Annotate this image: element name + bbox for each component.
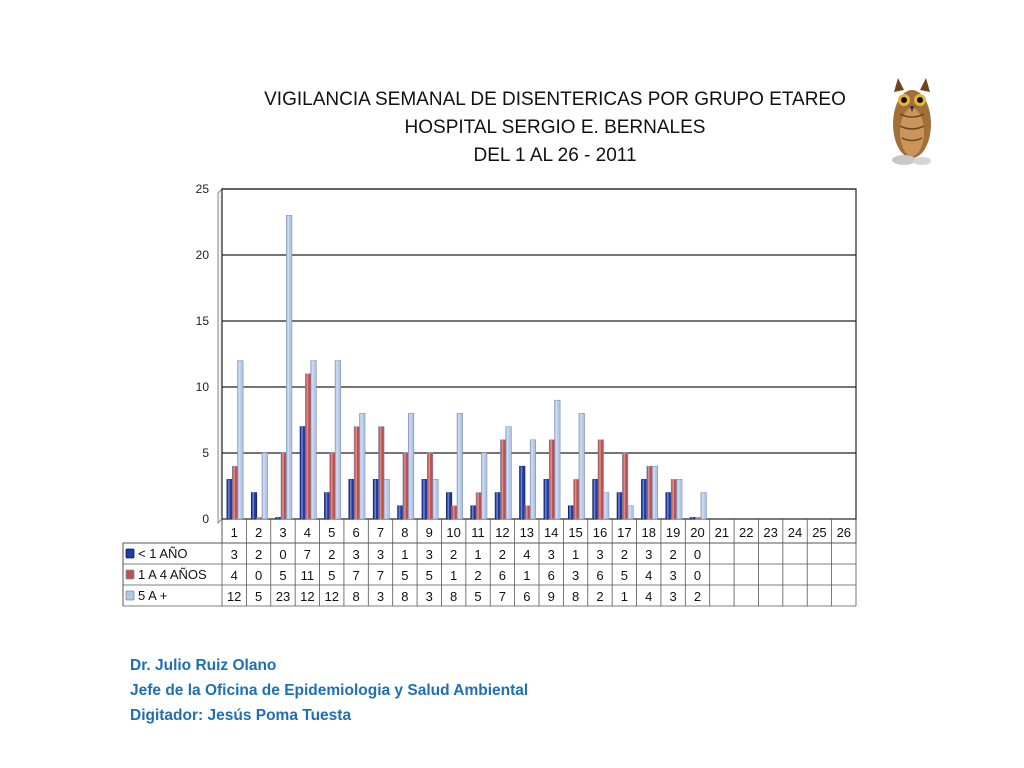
bar-highlight (594, 479, 596, 519)
bar-highlight (355, 427, 357, 519)
bar-highlight (404, 453, 406, 519)
footer-line-1: Dr. Julio Ruiz Olano (130, 657, 277, 674)
bar-highlight (409, 413, 411, 519)
x-tick-label: 21 (714, 525, 730, 540)
data-label: 7 (498, 589, 507, 604)
x-tick-label: 11 (471, 525, 485, 540)
bar (257, 518, 263, 520)
bar-highlight (575, 479, 577, 519)
bar-highlight (228, 479, 230, 519)
x-tick-label: 6 (352, 525, 360, 540)
bar-highlight (569, 506, 571, 519)
x-tick-label: 17 (617, 525, 632, 540)
bar (603, 493, 609, 519)
bar-highlight (643, 479, 645, 519)
bar-highlight (361, 413, 363, 519)
data-label: 1 (620, 589, 628, 604)
bar (433, 479, 439, 519)
bar (568, 506, 574, 519)
data-label: 0 (279, 547, 287, 562)
bar (574, 479, 580, 519)
bar-highlight (531, 440, 533, 519)
data-label: 7 (352, 568, 360, 583)
bar-highlight (326, 493, 328, 519)
bar-highlight (477, 493, 479, 519)
data-label: 5 (474, 589, 482, 604)
y-axis (196, 182, 210, 526)
legend-swatch (126, 591, 134, 600)
bar-highlight (702, 493, 704, 519)
bar-highlight (605, 493, 607, 519)
data-label: 6 (523, 589, 531, 604)
data-label: 1 (450, 568, 458, 583)
bar-highlight (618, 493, 620, 519)
data-label: 3 (669, 589, 677, 604)
bar-highlight (580, 413, 582, 519)
data-label: 4 (523, 547, 531, 562)
bar (281, 453, 287, 519)
bar (276, 518, 282, 520)
bar (647, 466, 653, 519)
y-tick-label: 15 (195, 314, 209, 328)
data-label: 1 (401, 547, 409, 562)
legend-swatch (126, 549, 134, 558)
data-label: 5 (279, 568, 287, 583)
bar-highlight (624, 453, 626, 519)
bar (384, 479, 390, 519)
bar (452, 506, 458, 519)
y-tick-label: 0 (202, 512, 209, 526)
bar-highlight (556, 400, 558, 519)
data-label: 3 (645, 547, 653, 562)
bar (238, 361, 244, 519)
bar (349, 479, 355, 519)
bar-highlight (526, 506, 528, 519)
x-tick-label: 24 (787, 525, 803, 540)
bar-highlight (385, 479, 387, 519)
y-tick-label: 10 (195, 380, 209, 394)
data-label: 2 (450, 547, 458, 562)
bar (593, 479, 599, 519)
bar (398, 506, 404, 519)
bar-highlight (521, 466, 523, 519)
bar-highlight (667, 493, 669, 519)
bar (671, 479, 677, 519)
bar (446, 493, 452, 519)
y-tick-label: 25 (195, 182, 209, 196)
bar-highlight (399, 506, 401, 519)
bar-highlight (258, 518, 260, 520)
bar-highlight (545, 479, 547, 519)
data-label: 2 (620, 547, 628, 562)
x-tick-label: 23 (763, 525, 778, 540)
bar (403, 453, 409, 519)
bar (330, 453, 336, 519)
data-label: 8 (401, 589, 409, 604)
bar (300, 427, 306, 519)
bar (579, 413, 585, 519)
x-tick-label: 12 (495, 525, 510, 540)
data-label: 4 (645, 589, 653, 604)
x-tick-label: 15 (568, 525, 583, 540)
x-tick-label: 8 (401, 525, 409, 540)
bar-highlight (350, 479, 352, 519)
bar-highlight (678, 479, 680, 519)
bar (696, 518, 702, 520)
data-label: 2 (669, 547, 677, 562)
bar-highlight (252, 493, 254, 519)
bar-highlight (336, 361, 338, 519)
bar-highlight (472, 506, 474, 519)
plot-frame (222, 189, 856, 519)
data-label: 6 (596, 568, 604, 583)
data-label: 2 (498, 547, 507, 562)
x-tick-label: 7 (376, 525, 385, 540)
bar (549, 440, 555, 519)
data-label: 5 (425, 568, 433, 583)
bar (617, 493, 623, 519)
bar (379, 427, 385, 519)
data-label: 3 (425, 589, 433, 604)
data-label: 3 (376, 547, 385, 562)
data-label: 11 (300, 568, 315, 583)
bar-highlight (502, 440, 504, 519)
bar (598, 440, 604, 519)
data-label: 0 (254, 568, 263, 583)
bar-highlight (507, 427, 509, 519)
data-label: 8 (571, 589, 580, 604)
title-line-3: DEL 1 AL 26 - 2011 (473, 145, 637, 166)
data-label: 3 (352, 547, 360, 562)
legend-label: 5 A + (138, 588, 168, 603)
bar (457, 413, 463, 519)
data-label: 0 (693, 547, 702, 562)
bar (311, 361, 317, 519)
data-label: 4 (230, 568, 238, 583)
data-label: 3 (230, 547, 238, 562)
bar-highlight (380, 427, 382, 519)
bar-highlight (277, 518, 279, 520)
bar (422, 479, 428, 519)
bar (354, 427, 360, 519)
bar (286, 215, 292, 519)
bar (262, 453, 268, 519)
bar (555, 400, 561, 519)
bar (251, 493, 257, 519)
data-label: 2 (328, 547, 336, 562)
bar-highlight (458, 413, 460, 519)
bar-highlight (496, 493, 498, 519)
bar-highlight (653, 466, 655, 519)
x-tick-label: 4 (303, 525, 311, 540)
x-tick-label: 18 (641, 525, 656, 540)
data-label: 12 (300, 589, 315, 604)
x-tick-label: 22 (739, 525, 754, 540)
bar-highlight (331, 453, 333, 519)
bar (690, 518, 696, 520)
bar (525, 506, 531, 519)
data-label: 23 (275, 589, 291, 604)
bar-highlight (483, 453, 485, 519)
data-label: 3 (547, 547, 555, 562)
data-label: 3 (376, 589, 385, 604)
data-label: 1 (571, 547, 580, 562)
x-tick-label: 9 (425, 525, 433, 540)
bar-highlight (648, 466, 650, 519)
bar-highlight (453, 506, 455, 519)
data-label: 6 (498, 568, 507, 583)
y-tick-label: 20 (195, 248, 209, 262)
footer-line-3: Digitador: Jesús Poma Tuesta (130, 707, 352, 724)
bar (628, 506, 634, 519)
bar (701, 493, 707, 519)
title-line-1: VIGILANCIA SEMANAL DE DISENTERICAS POR GRUPO ETAREO (264, 89, 846, 110)
bar-highlight (672, 479, 674, 519)
data-label: 8 (450, 589, 458, 604)
data-label: 8 (352, 589, 360, 604)
x-tick-label: 2 (254, 525, 263, 540)
bar-highlight (288, 215, 290, 519)
bar-highlight (550, 440, 552, 519)
footer-line-2: Jefe de la Oficina de Epidemiologia y Salud Ambiental (130, 682, 529, 699)
bar (652, 466, 658, 519)
data-table (123, 519, 856, 606)
bar-highlight (263, 453, 265, 519)
bar-highlight (423, 479, 425, 519)
bar-highlight (233, 466, 235, 519)
x-tick-label: 25 (812, 525, 827, 540)
bar (677, 479, 683, 519)
x-tick-label: 3 (279, 525, 287, 540)
bar (471, 506, 477, 519)
data-label: 2 (474, 568, 482, 583)
bar (232, 466, 238, 519)
bar (305, 374, 311, 519)
data-label: 2 (254, 547, 263, 562)
data-label: 7 (303, 547, 311, 562)
data-label: 3 (571, 568, 580, 583)
data-label: 7 (376, 568, 385, 583)
bar-highlight (599, 440, 601, 519)
bar-highlight (691, 518, 693, 520)
legend-label: 1 A 4 AÑOS (138, 567, 207, 582)
data-label: 4 (645, 568, 653, 583)
data-label: 1 (523, 568, 531, 583)
data-label: 0 (693, 568, 702, 583)
bar-highlight (239, 361, 241, 519)
title-line-2: HOSPITAL SERGIO E. BERNALES (404, 117, 706, 138)
bar-highlight (374, 479, 376, 519)
bar (476, 493, 482, 519)
bar (641, 479, 647, 519)
bar (227, 479, 233, 519)
data-label: 6 (547, 568, 555, 583)
bar-highlight (697, 518, 699, 520)
y-tick-label: 5 (202, 446, 209, 460)
x-tick-label: 13 (519, 525, 535, 540)
x-tick-label: 20 (690, 525, 705, 540)
bar (530, 440, 536, 519)
bar (666, 493, 672, 519)
bar-highlight (307, 374, 309, 519)
bar (495, 493, 501, 519)
data-label: 3 (669, 568, 677, 583)
bar-highlight (282, 453, 284, 519)
bar (324, 493, 330, 519)
x-tick-label: 16 (592, 525, 608, 540)
bar (544, 479, 550, 519)
data-label: 12 (324, 589, 339, 604)
data-label: 3 (596, 547, 604, 562)
x-tick-label: 1 (230, 525, 238, 540)
x-tick-label: 19 (665, 525, 681, 540)
data-label: 2 (693, 589, 702, 604)
footer-credits (130, 653, 528, 728)
bar-highlight (629, 506, 631, 519)
x-tick-label: 14 (543, 525, 559, 540)
data-label: 1 (474, 547, 482, 562)
x-tick-label: 26 (836, 525, 852, 540)
data-label: 2 (596, 589, 604, 604)
data-label: 3 (425, 547, 433, 562)
bar-highlight (301, 427, 303, 519)
data-label: 5 (401, 568, 409, 583)
bar-highlight (448, 493, 450, 519)
bar-highlight (434, 479, 436, 519)
legend-label: < 1 AÑO (138, 546, 188, 561)
bar (500, 440, 506, 519)
bar (622, 453, 628, 519)
legend-swatch (126, 570, 134, 579)
data-label: 5 (328, 568, 336, 583)
bar (373, 479, 379, 519)
bar (506, 427, 512, 519)
x-tick-label: 10 (446, 525, 461, 540)
bar (335, 361, 341, 519)
bar (519, 466, 525, 519)
x-tick-label: 5 (328, 525, 336, 540)
bar (360, 413, 366, 519)
data-label: 5 (254, 589, 263, 604)
data-label: 12 (226, 589, 242, 604)
bar (481, 453, 487, 519)
data-label: 9 (547, 589, 555, 604)
bar (408, 413, 414, 519)
bar (427, 453, 433, 519)
data-label: 5 (620, 568, 628, 583)
bar-highlight (429, 453, 431, 519)
bar-highlight (312, 361, 314, 519)
